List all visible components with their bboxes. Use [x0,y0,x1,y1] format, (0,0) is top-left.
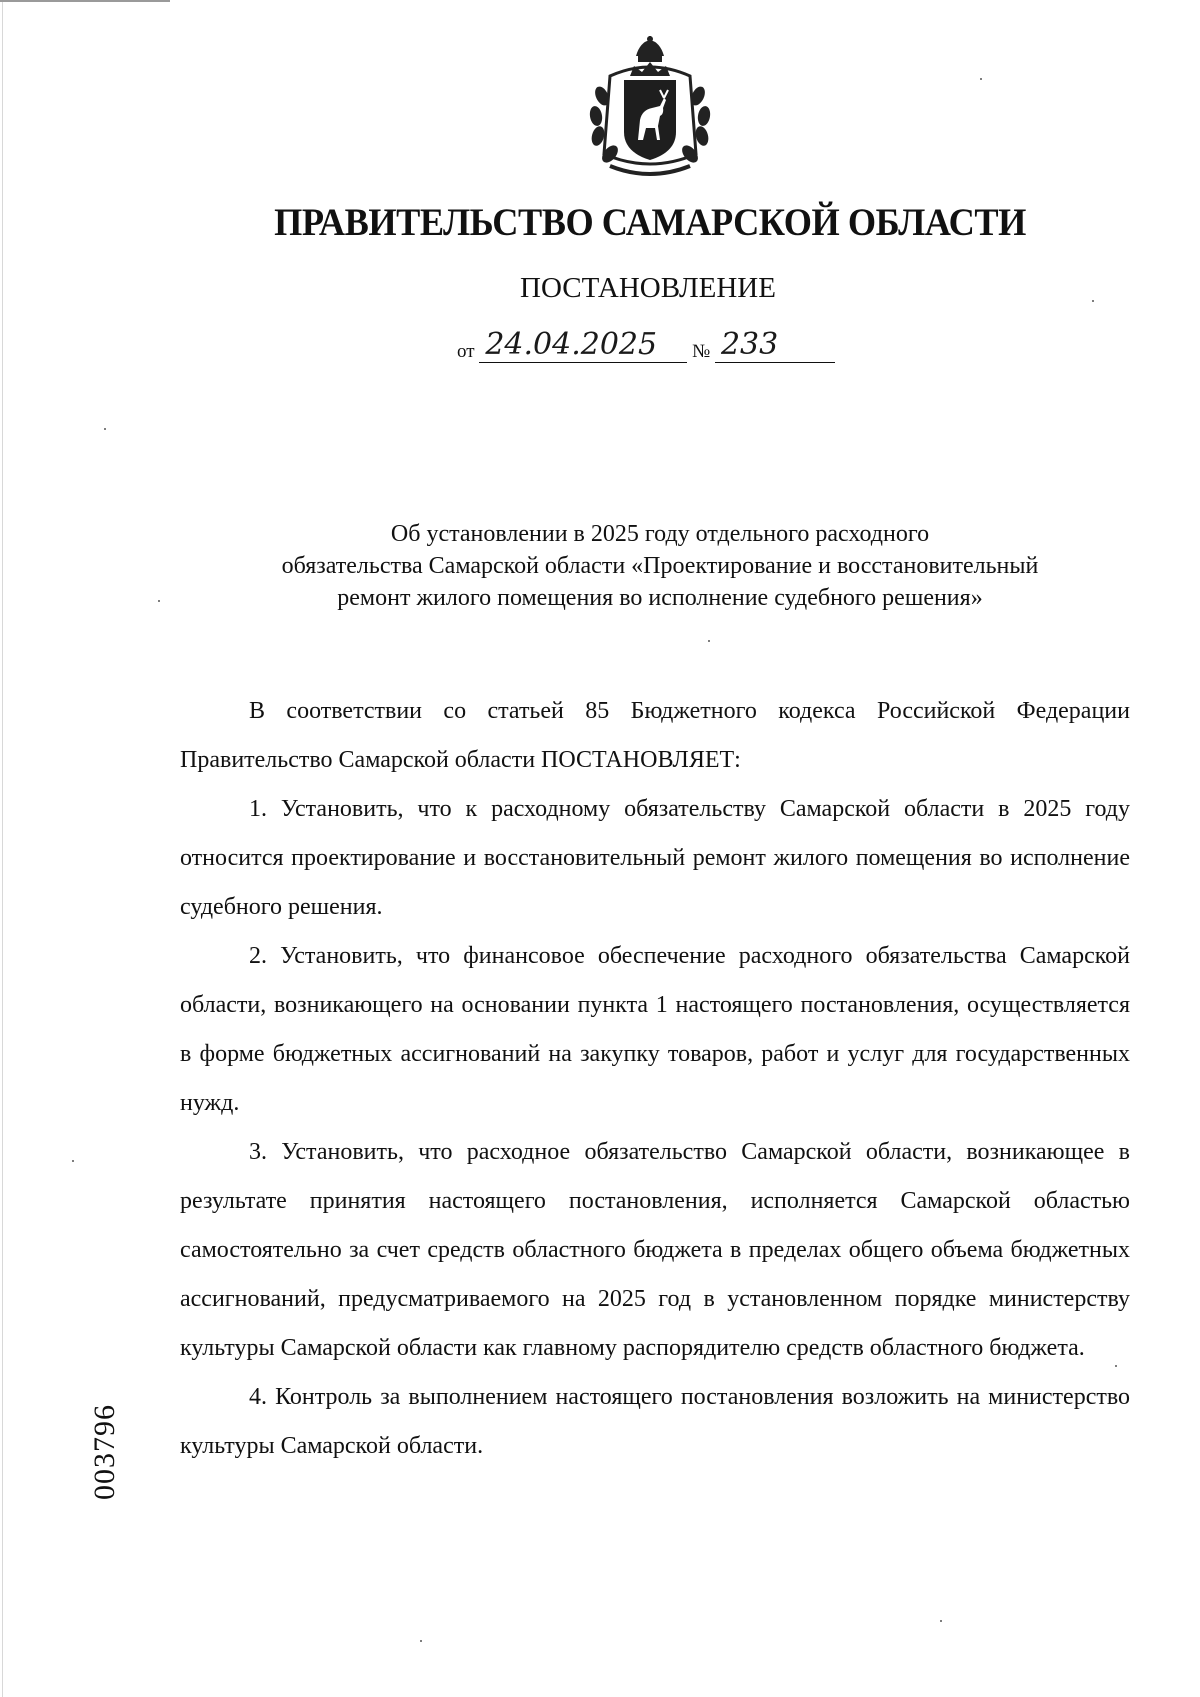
subject-line: обязательства Самарской области «Проектирование и восстановительный [281,553,1039,579]
scan-speck [940,1620,942,1622]
scan-speck [708,640,710,642]
number-prefix: № [692,341,711,362]
samara-coat-of-arms-emblem [580,36,720,181]
scan-speck [1092,300,1094,302]
scan-speck [420,1640,422,1642]
scan-speck [158,600,160,602]
date-prefix: от [457,341,475,362]
registration-number-vertical: 003796 [88,1404,121,1500]
government-title: ПРАВИТЕЛЬСТВО САМАРСКОЙ ОБЛАСТИ [274,201,1026,244]
clause-3: 3. Установить, что расходное обязательство Самарской области, возникающее в результате принятия настоящего постановления, исполняется Самарской областью самостоятельно за счет средств областного бюджета в пределах общего объема бюджетных ассигнований, предусматриваемого на 2025 год в установленном порядке министерству культуры Самарской области как главному распорядителю средств областного бюджета. [180,1139,1130,1361]
scan-speck [980,78,982,80]
scan-speck [72,1160,74,1162]
clause-1: 1. Установить, что к расходному обязательству Самарской области в 2025 году относится проектирование и восстановительный ремонт жилого помещения во исполнение судебного решения. [180,796,1130,920]
handwritten-date: 24.04.2025 [479,328,687,363]
clause-4: 4. Контроль за выполнением настоящего постановления возложить на министерство культуры Самарской области. [180,1384,1130,1459]
scan-speck [104,428,106,430]
subject-line: ремонт жилого помещения во исполнение судебного решения» [337,585,983,611]
preamble-paragraph: В соответствии со статьей 85 Бюджетного кодекса Российской Федерации Правительство Самарской области ПОСТАНОВЛЯЕТ: [180,698,1130,773]
clause-2: 2. Установить, что финансовое обеспечение расходного обязательства Самарской области, возникающего на основании пункта 1 настоящего постановления, осуществляется в форме бюджетных ассигнований на закупку товаров, работ и услуг для государственных нужд. [180,943,1130,1116]
scan-speck [1115,1365,1117,1367]
scan-edge [2,0,3,1697]
document-subject [180,518,1140,614]
document-body [180,687,1130,1471]
scan-top-mark [0,0,170,2]
subject-line: Об установлении в 2025 году отдельного расходного [390,521,930,547]
handwritten-number: 233 [715,328,835,363]
document-type: ПОСТАНОВЛЕНИЕ [520,272,776,304]
date-number-line [457,328,835,368]
